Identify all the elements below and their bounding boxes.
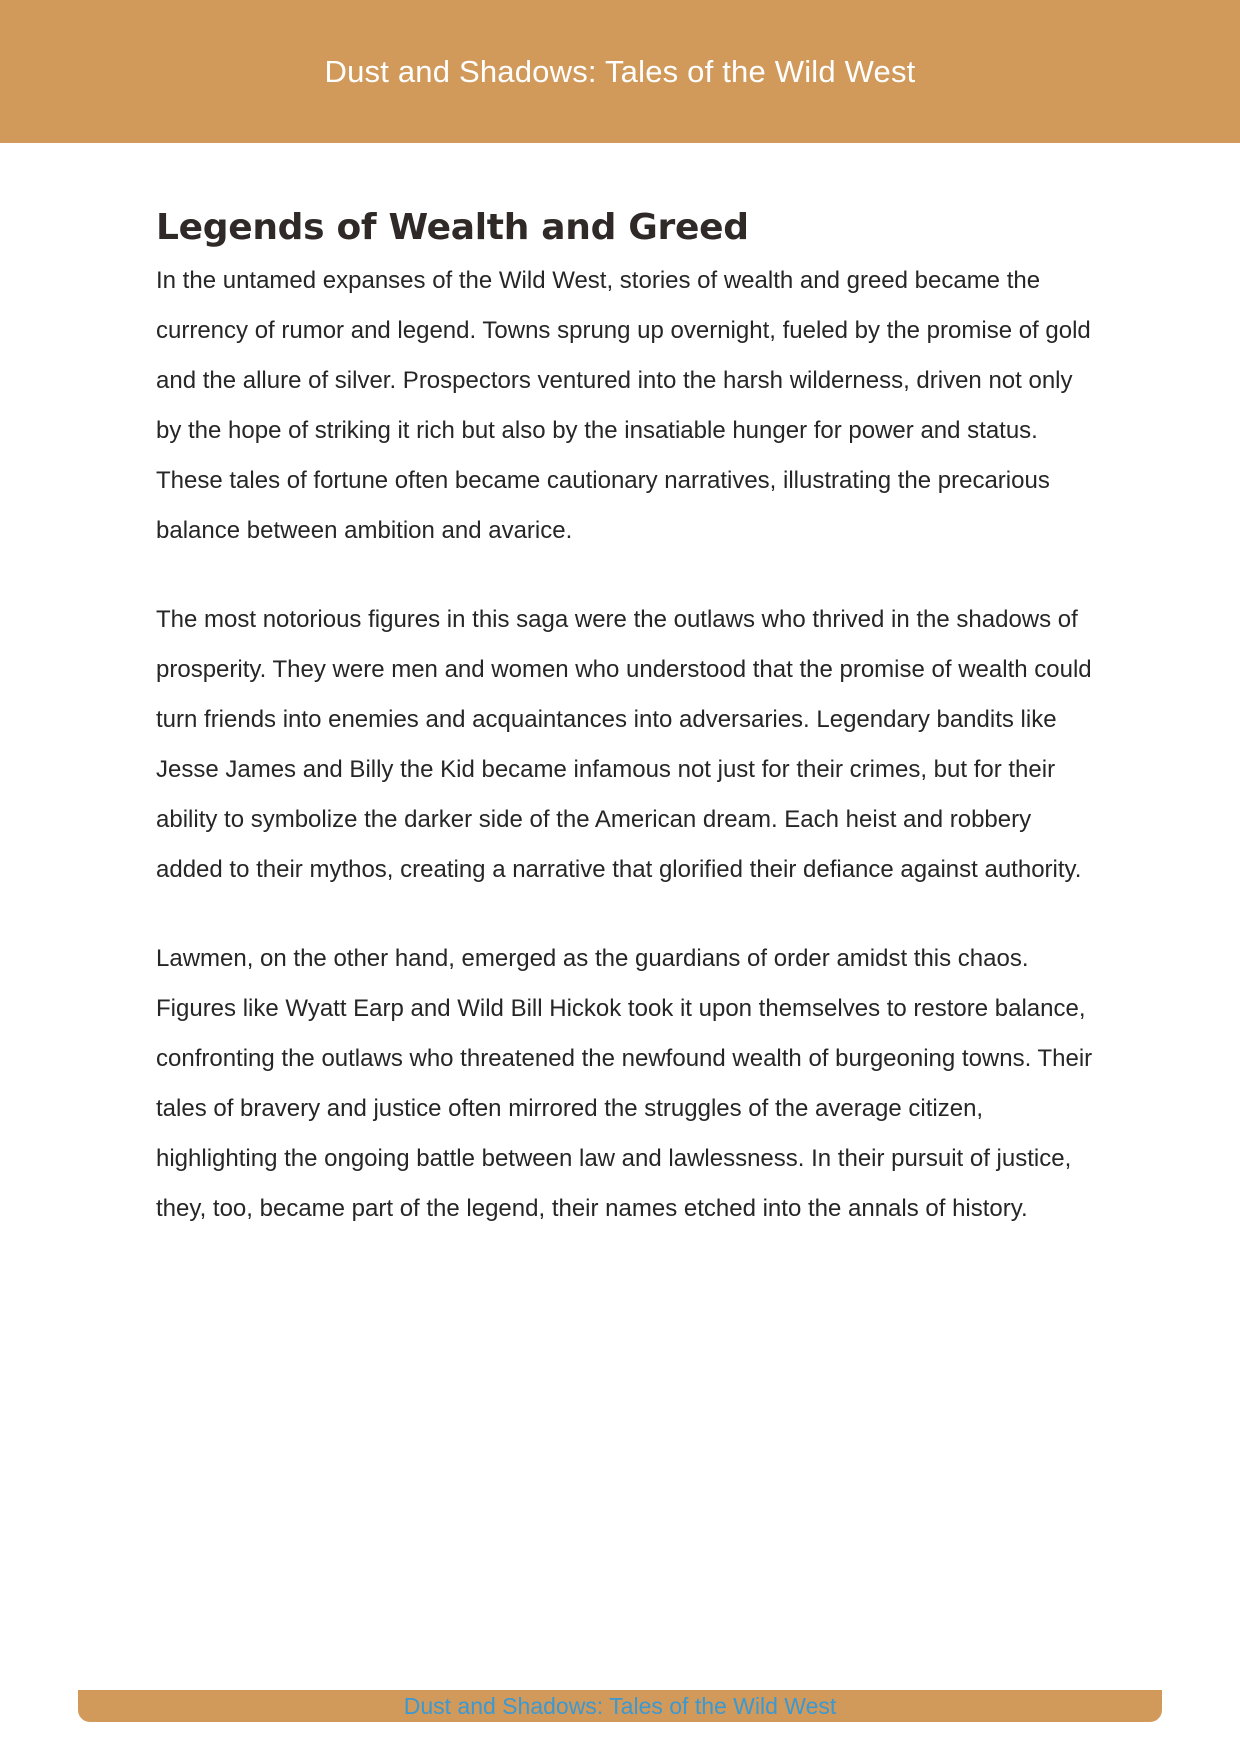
body-paragraph: Lawmen, on the other hand, emerged as the guardians of order amidst this chaos. Figures like Wyatt Earp and Wild Bill Hickok took it upon themselves to restore balance, confronting the outlaws who threatened the newfound wealth of burgeoning towns. Their tales of bravery and justice often mirrored the struggles of the average citizen, highlighting the ongoing battle between law and lawlessness. In their pursuit of justice, they, too, became part of the legend, their names etched into the annals of history. [156, 945, 1093, 1222]
main-content [156, 200, 1096, 1234]
page-header [0, 0, 1240, 143]
footer-text: Dust and Shadows: Tales of the Wild West [403, 1693, 837, 1719]
header-title: Dust and Shadows: Tales of the Wild West [324, 54, 916, 89]
page-footer [78, 1690, 1162, 1722]
body-paragraph: The most notorious figures in this saga were the outlaws who thrived in the shadows of prosperity. They were men and women who understood that the promise of wealth could turn friends into enemies and acquaintances into adversaries. Legendary bandits like Jesse James and Billy the Kid became infamous not just for their crimes, but for their ability to symbolize the darker side of the American dream. Each heist and robbery added to their mythos, creating a narrative that glorified their defiance against authority. [156, 606, 1092, 883]
body-paragraph: In the untamed expanses of the Wild West, stories of wealth and greed became the currency of rumor and legend. Towns sprung up overnight, fueled by the promise of gold and the allure of silver. Prospectors ventured into the harsh wilderness, driven not only by the hope of striking it rich but also by the insatiable hunger for power and status. These tales of fortune often became cautionary narratives, illustrating the precarious balance between ambition and avarice. [156, 267, 1091, 544]
section-title: Legends of Wealth and Greed [156, 207, 749, 248]
